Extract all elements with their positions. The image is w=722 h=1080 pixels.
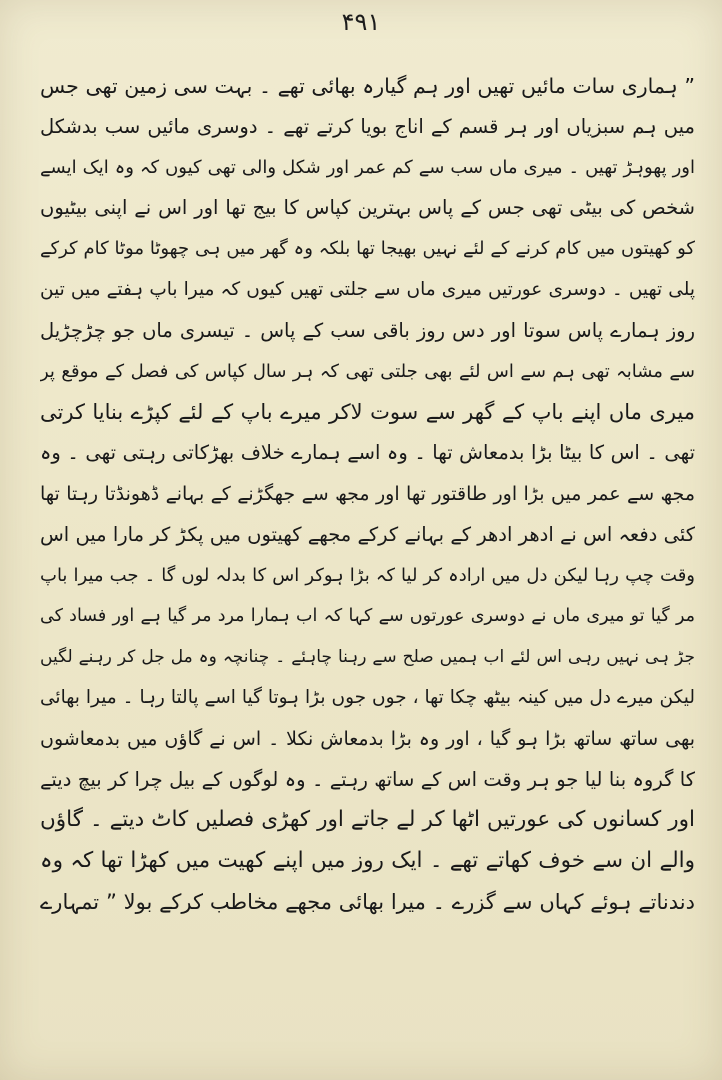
text-line-6: پلی تھیں ۔ دوسری عورتیں میری ماں سے جلتی تھیں کیوں کہ میرا باپ ہفتے میں تین [40,278,695,300]
text-line-20: والے ان سے خوف کھاتے تھے ۔ ایک روز میں اپنے کھیت میں کھڑا تھا کہ وہ [40,848,695,874]
text-line-12: کئی دفعہ اس نے ادھر ادھر کے بہانے کرکے مجھے کھیتوں میں پکڑ کر مارا میں اس [40,522,695,546]
text-line-19: اور کسانوں کی عورتیں اٹھا کر لے جاتے اور کھڑی فصلیں کاٹ دیتے ۔ گاؤں [40,807,695,833]
text-line-7: روز ہمارے پاس سوتا اور دس روز باقی سب کے پاس ۔ تیسری ماں جو چڑچڑیل [40,318,695,342]
text-line-2: میں ہم سبزیاں اور ہر قسم کے اناج بویا کرتے تھے ۔ دوسری مائیں سب بدشکل [40,114,695,138]
text-line-5: کو کھیتوں میں کام کرنے کے لئے نہیں بھیجا تھا بلکہ وہ گھر میں ہی چھوٹا موٹا کام کرکے [40,238,695,260]
text-line-14: مر گیا تو میری ماں نے دوسری عورتوں سے کہا کہ اب ہمارا مرد مر گیا ہے اور فساد کی [40,606,695,627]
text-line-16: لیکن میرے دل میں کینہ بیٹھ چکا تھا ، جوں جوں بڑا ہوتا گیا اسے پالتا رہا ۔ میرا بھائی [40,686,695,708]
text-line-15: جڑ ہی نہیں رہی اس لئے اب ہمیں صلح سے رہنا چاہئے ۔ چنانچہ وہ مل جل کر رہنے لگیں [40,647,695,668]
text-line-8: سے مشابہ تھی ہم سے اس لئے بھی جلتی تھی کہ ہر سال کپاس کی فصل کے موقع پر [40,360,695,382]
text-line-9: میری ماں اپنے باپ کے گھر سے سوت لاکر میرے باپ کے لئے کپڑے بنایا کرتی [40,400,695,425]
text-line-18: کا گروہ بنا لیا جو ہر وقت اس کے ساتھ رہتے ۔ وہ لوگوں کے بیل چرا کر بیچ دیتے [40,767,695,791]
text-line-21: دندناتے ہوئے کہاں سے گزرے ۔ میرا بھائی مجھے مخاطب کرکے بولا ” تمہارے [40,889,695,914]
text-line-10: تھی ۔ اس کا بیٹا بڑا بدمعاش تھا ۔ وہ اسے ہمارے خلاف بھڑکاتی رہتی تھی ۔ وہ [40,441,695,465]
text-line-4: شخص کی بیٹی تھی جس کے پاس بہترین کپاس کا بیج تھا اور اس نے اپنی بیٹیوں [40,196,695,220]
text-line-17: بھی ساتھ ساتھ بڑا ہو گیا ، اور وہ بڑا بدمعاش نکلا ۔ اس نے گاؤں میں بدمعاشوں [40,727,695,750]
text-line-3: اور پھوہڑ تھیں ۔ میری ماں سب سے کم عمر اور شکل والی تھی کیوں کہ وہ ایک ایسے [40,156,695,178]
text-line-11: مجھ سے عمر میں بڑا اور طاقتور تھا اور مجھ سے جھگڑنے کے بہانے ڈھونڈتا رہتا تھا [40,482,695,505]
body-text [40,66,695,923]
page-number: ۴۹۱ [341,8,381,36]
text-line-13: وقت چپ رہا لیکن دل میں ارادہ کر لیا کہ بڑا ہوکر اس کا بدلہ لوں گا ۔ جب میرا باپ [40,564,695,586]
text-line-1: ” ہماری سات مائیں تھیں اور ہم گیارہ بھائی تھے ۔ بہت سی زمین تھی جس [40,74,695,98]
